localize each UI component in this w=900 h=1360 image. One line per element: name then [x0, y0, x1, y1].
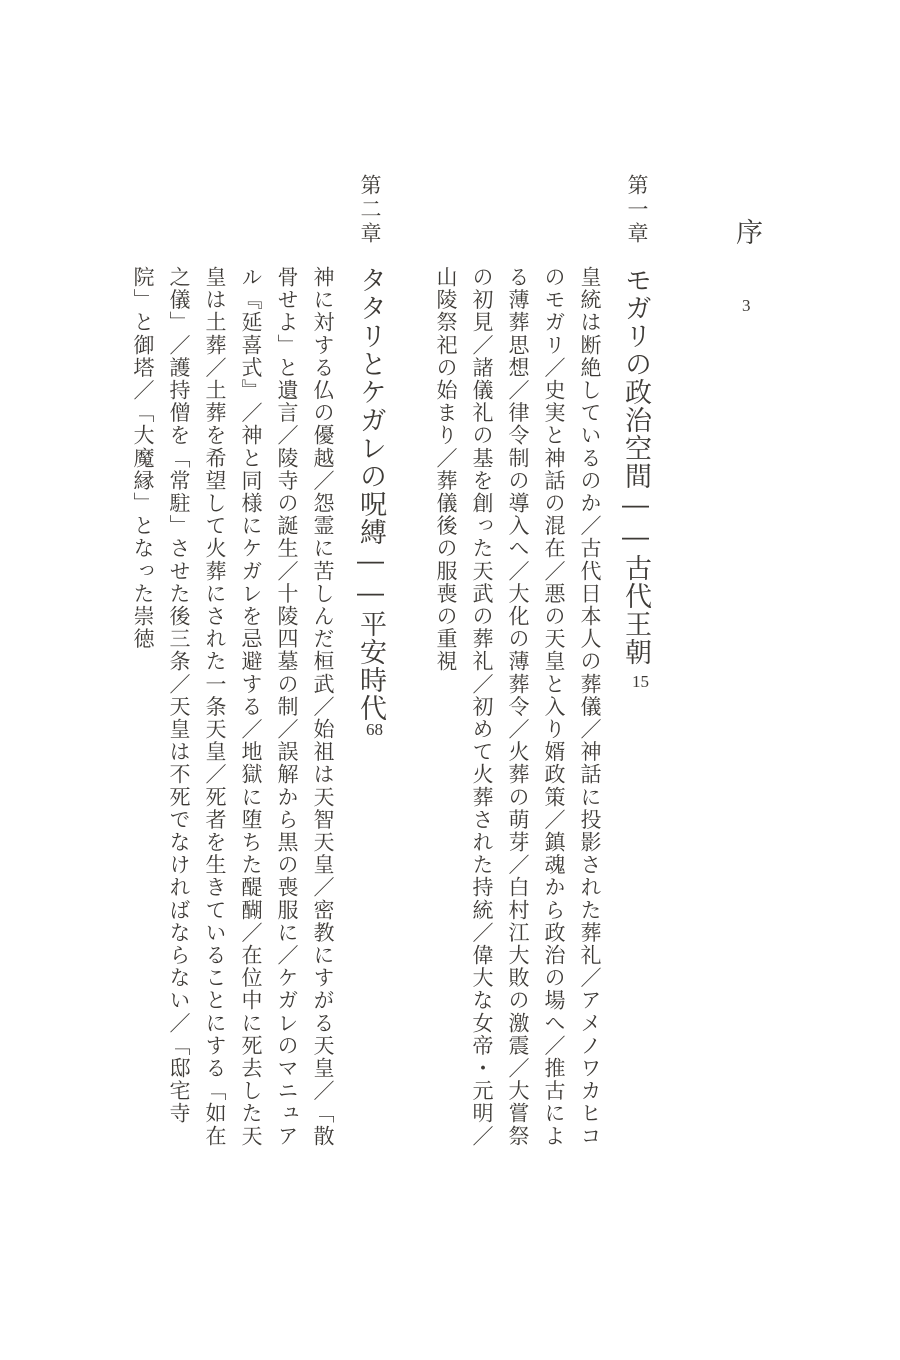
chapter-1-label: 第一章	[625, 174, 649, 246]
chapter-1-line: 皇統は断絶しているのか／古代日本人の葬儀／神話に投影された葬礼／アメノワカヒコ	[578, 266, 602, 1148]
preface-title: 序	[731, 218, 762, 245]
chapter-2-page-number: 68	[366, 720, 383, 739]
chapter-1-line: の初見／諸儀礼の基を創った天武の葬礼／初めて火葬された持統／偉大な女帝・元明／	[470, 266, 494, 1148]
chapter-1-line: る薄葬思想／律令制の導入へ／大化の薄葬令／火葬の萌芽／白村江大敗の激震／大嘗祭	[506, 266, 530, 1148]
chapter-1-page-number: 15	[632, 672, 649, 691]
chapter-2-line: 骨せよ」と遺言／陵寺の誕生／十陵四墓の制／誤解から黒の喪服に／ケガレのマニュア	[275, 266, 299, 1148]
chapter-2-title: タタリとケガレの呪縛――平安時代	[355, 266, 386, 722]
preface-page-number: 3	[742, 296, 751, 315]
chapter-1-title: モガリの政治空間――古代王朝	[620, 266, 651, 666]
chapter-1-line: のモガリ／史実と神話の混在／悪の天皇と入り婿政策／鎮魂から政治の場へ／推古によ	[542, 266, 566, 1148]
chapter-2-line: 院」と御塔／「大魔縁」となった崇徳	[131, 266, 155, 651]
chapter-2-line: 之儀」／護持僧を「常駐」させた後三条／天皇は不死でなければならない／「邸宅寺	[167, 266, 191, 1125]
chapter-2-label: 第二章	[358, 174, 382, 246]
chapter-2-line: 皇は土葬／土葬を希望して火葬にされた一条天皇／死者を生きていることにする「如在	[203, 266, 227, 1148]
chapter-1-line: 山陵祭祀の始まり／葬儀後の服喪の重視	[434, 266, 458, 673]
chapter-2-line: ル『延喜式』／神と同様にケガレを忌避する／地獄に堕ちた醍醐／在位中に死去した天	[239, 266, 263, 1148]
chapter-2-line: 神に対する仏の優越／怨霊に苦しんだ桓武／始祖は天智天皇／密教にすがる天皇／「散	[311, 266, 335, 1148]
